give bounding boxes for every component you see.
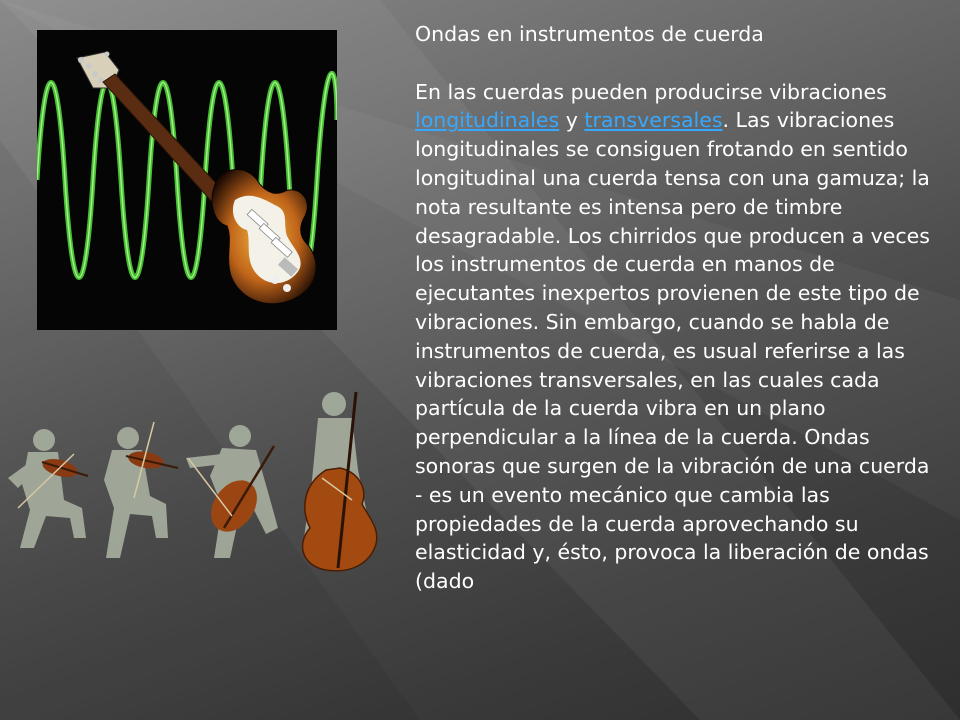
slide-title: Ondas en instrumentos de cuerda (415, 22, 764, 46)
body-rest: . Las vibraciones longitudinales se consiguen frotando en sentido longitudinal una cuerda tensa con una gamuza; la nota resultante es intensa pero de timbre desagradable. Los chirridos que producen a veces los instrumentos de cuerda en manos de ejecutantes inexpertos provienen de este tipo de vibraciones. Sin embargo, cuando se habla de instrumentos de cuerda, es usual referirse a las vibraciones transversales, en las cuales cada partícula de la cuerda vibra en un plano perpendicular a la línea de la cuerda. Ondas sonoras que surgen de la vibración de una cuerda - es un evento mecánico que cambia las propiedades de la cuerda aprovechando su elasticidad y, ésto, provoca la liberación de ondas (dado (415, 108, 930, 594)
connector-text: y (559, 108, 585, 133)
transversales-link[interactable]: transversales (584, 108, 723, 133)
longitudinales-link[interactable]: longitudinales (415, 108, 560, 133)
slide-text (415, 20, 935, 596)
musicians-image (0, 388, 390, 578)
slide-body (415, 78, 935, 596)
body-intro: En las cuerdas pueden producirse vibraciones (415, 79, 887, 104)
guitar-image (37, 30, 337, 330)
